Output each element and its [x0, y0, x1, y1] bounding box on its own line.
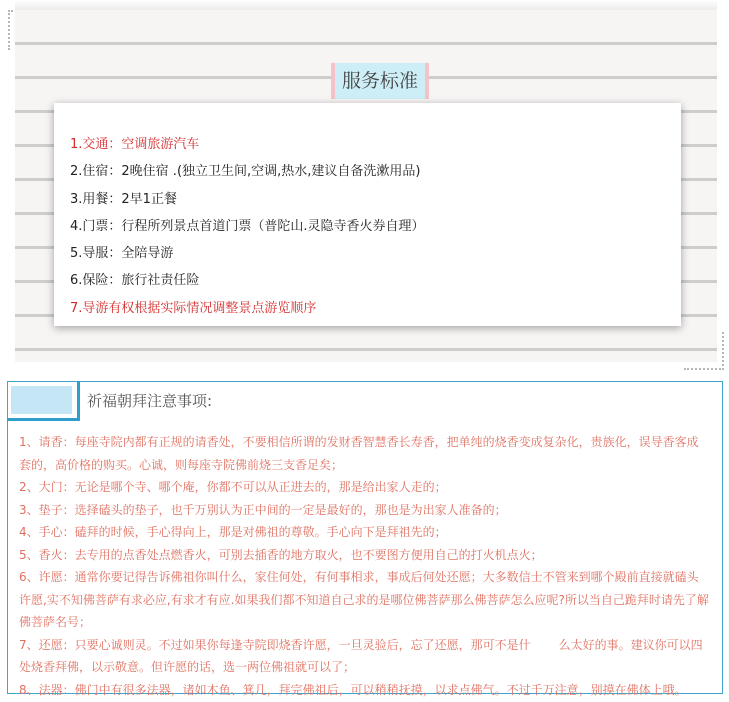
service-standards-list	[70, 131, 425, 322]
standard-item-guide: 5.导服：全陪导游	[70, 246, 174, 262]
worship-notice-section	[7, 381, 723, 697]
standard-item-accommodation: 2.住宿：2晚住宿 .(独立卫生间,空调,热水,建议自备洗漱用品)	[70, 164, 421, 180]
notice-item-palm: 4、手心：磕拜的时候，手心得向上，那是对佛祖的尊敬。手心向下是拜祖先的；	[19, 525, 447, 539]
worship-notice-body	[19, 431, 709, 701]
notice-item-cushion: 3、垫子：选择磕头的垫子，也千万别认为正中间的一定是最好的，那也是为出家人准备的；	[19, 502, 507, 517]
notice-badge	[11, 386, 72, 414]
worship-notice-title: 祈福朝拜注意事项:	[87, 392, 213, 410]
standard-item-meals: 3.用餐：2早1正餐	[70, 191, 177, 207]
service-standards-title-badge	[331, 63, 429, 99]
decorative-corner-bottom-right	[684, 332, 724, 370]
notice-badge-divider	[77, 381, 80, 421]
notice-item-incense: 1、请香：每座寺院内都有正规的请香处，不要相信所谓的发财香智慧香长寿香，把单纯的烧香变成复杂化，贵族化，误导香客成套的，高价格的购买。心诚，则每座寺院佛前烧三支香足矣；	[19, 435, 699, 472]
notice-item-wish: 6、许愿：通常你要记得告诉佛祖你叫什么，家住何处，有何事相求，事成后何处还愿；大多数信士不管来到哪个殿前直接就磕头许愿,实不知佛菩萨有求必应,有求才有应.如果我们都不知道自己求的是哪位佛菩萨那么佛菩萨怎么应呢?所以当自己跪拜时请先了解佛菩萨名号；	[19, 570, 709, 629]
service-standards-title: 服务标准	[335, 63, 425, 99]
notice-badge-underline	[7, 418, 80, 421]
standard-item-transport: 1.交通：空调旅游汽车	[70, 137, 200, 152]
notice-item-vow-part1: 7、还愿：只要心诚则灵。不过如果你每逢寺院即烧香许愿，一旦灵验后，忘了还愿，那可不是什	[19, 637, 531, 652]
standard-item-itinerary-note: 7.导游有权根据实际情况调整景点游览顺序	[70, 300, 317, 316]
service-standards-section	[15, 10, 717, 362]
service-standards-card	[54, 103, 681, 326]
notice-item-fire: 5、香火：去专用的点香处点燃香火，可别去插香的地方取火，也不要图方便用自己的打火机点火；	[19, 547, 543, 562]
notice-item-instruments: 8、法器：佛门中有很多法器，诸如木鱼、箕几，拜完佛祖后，可以稍稍抚摸，以求点佛气。不过千万注意，别摸在佛体上哦。	[19, 682, 687, 697]
standard-item-insurance: 6.保险：旅行社责任险	[70, 273, 200, 289]
standard-item-tickets: 4.门票：行程所列景点首道门票（普陀山.灵隐寺香火券自理）	[70, 218, 425, 234]
notice-item-vow	[19, 634, 709, 679]
notice-item-gate: 2、大门：无论是哪个寺、哪个庵，你都不可以从正进去的，那是给出家人走的；	[19, 480, 447, 494]
notice-item-vow-part2: 么太好的事。建议你可以四处烧香拜佛，以示敬意。但许愿的话，选一两位佛祖就可以了；	[19, 637, 703, 674]
